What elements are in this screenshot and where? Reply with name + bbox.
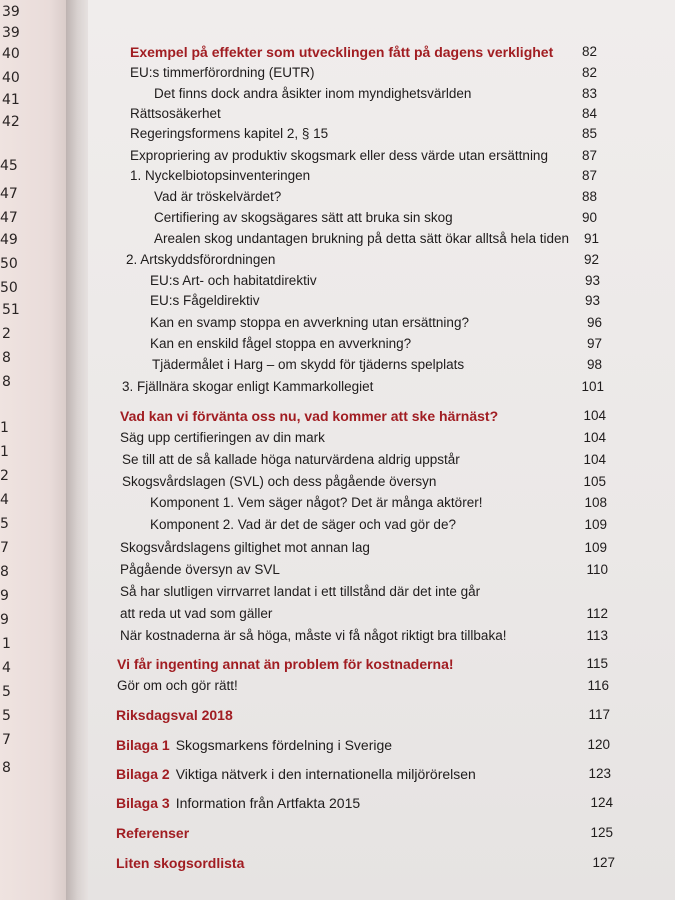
toc-title: Skogsvårdslagens giltighet mot annan lag — [120, 540, 370, 555]
toc-entry — [0, 355, 675, 377]
toc-entry — [0, 63, 675, 85]
toc-page-number: 93 — [584, 293, 600, 308]
toc-entry — [0, 428, 675, 450]
toc-title: Kan en enskild fågel stoppa en avverkning? — [150, 336, 412, 351]
toc-page-number: 117 — [588, 707, 610, 722]
appendix-label: Bilaga 1 — [116, 737, 170, 753]
toc-title: Rättsosäkerhet — [130, 106, 221, 121]
toc-title — [116, 735, 392, 755]
toc-title: EU:s Art- och habitatdirektiv — [150, 273, 317, 288]
toc-appendix — [0, 793, 675, 815]
toc-page-number: 104 — [583, 408, 606, 423]
toc-page-number: 105 — [583, 474, 606, 489]
toc-page-number: 90 — [581, 210, 597, 225]
toc-entry — [0, 472, 675, 494]
toc-title: EU:s Fågeldirektiv — [150, 293, 260, 308]
toc-heading — [0, 42, 675, 64]
toc-entry — [0, 291, 675, 313]
toc-entry — [0, 538, 675, 560]
left-page-number: 8 — [2, 350, 11, 366]
left-page-number: 2 — [0, 468, 9, 484]
toc-heading — [0, 853, 675, 875]
appendix-title: Skogsmarkens fördelning i Sverige — [175, 737, 393, 753]
left-page-number: 9 — [0, 612, 9, 628]
toc-title: Komponent 1. Vem säger något? Det är många aktörer! — [150, 495, 483, 510]
left-page-number: 9 — [0, 588, 9, 604]
appendix-title: Information från Artfakta 2015 — [175, 795, 361, 811]
toc-page-number: 110 — [586, 562, 608, 577]
toc-title: När kostnaderna är så höga, måste vi få något riktigt bra tillbaka! — [120, 628, 507, 643]
left-page-number: 5 — [2, 684, 11, 700]
toc-title: Arealen skog undantagen brukning på detta sätt ökar alltså hela tiden — [154, 231, 570, 246]
toc-entry — [0, 187, 675, 209]
toc-entry — [0, 676, 675, 698]
toc-page-number: 93 — [584, 273, 600, 288]
toc-page-number: 125 — [590, 825, 613, 840]
left-page-number: 8 — [2, 374, 11, 390]
left-page-number: 39 — [2, 4, 20, 20]
toc-page-number: 87 — [581, 168, 597, 183]
toc-entry — [0, 208, 675, 230]
toc-heading — [0, 823, 675, 845]
toc-title: Komponent 2. Vad är det de säger och vad gör de? — [150, 517, 456, 532]
toc-title: 1. Nyckelbiotopsinventeringen — [130, 168, 311, 183]
toc-entry — [0, 250, 675, 272]
toc-page-number: 82 — [581, 65, 597, 80]
toc-heading — [0, 654, 675, 676]
toc-page-number: 96 — [586, 315, 602, 330]
toc-appendix — [0, 735, 675, 757]
toc-entry — [0, 604, 675, 626]
toc-page-number: 104 — [583, 452, 606, 467]
toc-page-number: 101 — [581, 379, 604, 394]
toc-title — [116, 764, 476, 784]
toc-title: Pågående översyn av SVL — [120, 562, 280, 577]
toc-entry — [0, 377, 675, 399]
left-page-number: 47 — [0, 186, 18, 202]
left-page-number: 47 — [0, 210, 18, 226]
toc-entry — [0, 582, 675, 604]
toc-page-number: 98 — [586, 357, 602, 372]
toc-entry — [0, 493, 675, 515]
appendix-label: Bilaga 3 — [116, 795, 170, 811]
left-page-number: 49 — [0, 232, 18, 248]
toc-title: Referenser — [116, 825, 190, 841]
left-page-number: 4 — [2, 660, 11, 676]
toc-page-number: 112 — [586, 606, 608, 621]
toc-entry — [0, 271, 675, 293]
toc-page-number: 85 — [581, 126, 597, 141]
left-page-number: 5 — [0, 516, 9, 532]
toc-page-number: 124 — [590, 795, 613, 810]
toc-title: Certifiering av skogsägares sätt att bruka sin skog — [154, 210, 453, 225]
toc-title: Regeringsformens kapitel 2, § 15 — [130, 126, 329, 141]
left-page-number: 7 — [0, 540, 9, 556]
toc-appendix — [0, 764, 675, 786]
toc-title: Så har slutligen virrvarret landat i ett tillstånd där det inte går — [120, 584, 481, 599]
toc-entry — [0, 84, 675, 106]
left-page-number: 40 — [2, 46, 20, 62]
toc-title: Se till att de så kallade höga naturvärdena aldrig uppstår — [122, 452, 460, 467]
toc-page-number: 109 — [584, 540, 607, 555]
toc-page-number: 115 — [586, 656, 608, 671]
toc-title: att reda ut vad som gäller — [120, 606, 273, 621]
left-page-number: 50 — [0, 280, 18, 296]
toc-title: Expropriering av produktiv skogsmark eller dess värde utan ersättning — [130, 148, 548, 163]
appendix-label: Bilaga 2 — [116, 766, 170, 782]
toc-title: 3. Fjällnära skogar enligt Kammarkollegiet — [122, 379, 374, 394]
left-page-number: 40 — [2, 70, 20, 86]
toc-page-number: 92 — [583, 252, 599, 267]
toc-heading — [0, 406, 675, 428]
toc-entry — [0, 313, 675, 335]
toc-entry — [0, 515, 675, 537]
toc-title: Liten skogsordlista — [116, 855, 245, 871]
toc-entry — [0, 229, 675, 251]
toc-page-number: 104 — [583, 430, 606, 445]
toc-page-number: 82 — [581, 44, 597, 59]
left-page-number: 51 — [2, 302, 20, 318]
toc-title: Kan en svamp stoppa en avverkning utan ersättning? — [150, 315, 469, 330]
toc-title — [116, 793, 360, 813]
toc-page-number: 91 — [583, 231, 599, 246]
toc-title: Det finns dock andra åsikter inom myndighetsvärlden — [154, 86, 472, 101]
toc-title: Gör om och gör rätt! — [117, 678, 238, 693]
toc-entry — [0, 146, 675, 168]
left-page-number: 8 — [2, 760, 11, 776]
toc-title: Riksdagsval 2018 — [116, 707, 233, 723]
toc-entry — [0, 124, 675, 146]
toc-title: Vad är tröskelvärdet? — [154, 189, 282, 204]
left-page-number: 8 — [0, 564, 9, 580]
left-page-number: 5 — [2, 708, 11, 724]
toc-title: 2. Artskyddsförordningen — [126, 252, 276, 267]
toc-page-number: 109 — [584, 517, 607, 532]
left-page-number: 2 — [2, 326, 11, 342]
toc-title: EU:s timmerförordning (EUTR) — [130, 65, 315, 80]
toc-page-number: 113 — [586, 628, 608, 643]
toc-title: Skogsvårdslagen (SVL) och dess pågående översyn — [122, 474, 437, 489]
toc-entry — [0, 626, 675, 648]
toc-entry — [0, 450, 675, 472]
toc-page-number: 83 — [581, 86, 597, 101]
toc-title: Tjädermålet i Harg – om skydd för tjäderns spelplats — [152, 357, 465, 372]
toc-page-number: 88 — [581, 189, 597, 204]
toc-title: Säg upp certifieringen av din mark — [120, 430, 325, 445]
toc-page-number: 116 — [587, 678, 609, 693]
left-page-number: 41 — [2, 92, 20, 108]
toc-title: Vi får ingenting annat än problem för kostnaderna! — [117, 656, 454, 672]
toc-page-number: 123 — [588, 766, 611, 781]
appendix-title: Viktiga nätverk i den internationella miljörörelsen — [175, 766, 476, 782]
left-page-number: 42 — [2, 114, 20, 130]
toc-page-number: 108 — [584, 495, 607, 510]
left-page-number: 45 — [0, 158, 18, 174]
left-page-number: 39 — [2, 25, 20, 41]
toc-entry — [0, 166, 675, 188]
toc-page-number: 120 — [587, 737, 610, 752]
left-page-number: 1 — [2, 636, 11, 652]
left-page-number: 1 — [0, 444, 9, 460]
toc-page-number: 127 — [592, 855, 615, 870]
toc-page-number: 84 — [581, 106, 597, 121]
toc-heading — [0, 705, 675, 727]
toc-title: Exempel på effekter som utvecklingen fått på dagens verklighet — [130, 44, 554, 60]
left-page-number: 50 — [0, 256, 18, 272]
left-page-number: 7 — [2, 732, 11, 748]
toc-entry — [0, 104, 675, 126]
toc-entry — [0, 334, 675, 356]
left-page-number: 4 — [0, 492, 9, 508]
toc-page-number: 97 — [586, 336, 602, 351]
toc-entry — [0, 560, 675, 582]
toc-title: Vad kan vi förvänta oss nu, vad kommer att ske härnäst? — [120, 408, 499, 424]
left-page-number: 1 — [0, 420, 9, 436]
toc-page-number: 87 — [581, 148, 597, 163]
